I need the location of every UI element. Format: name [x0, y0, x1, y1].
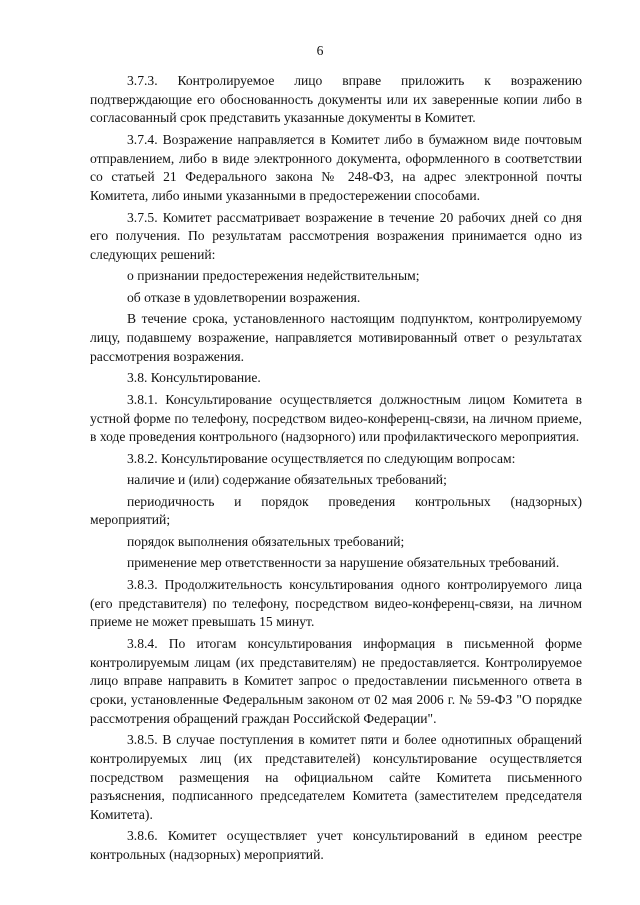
list-item-periodicity: периодичность и порядок проведения контрольных (надзорных) мероприятий; — [90, 493, 582, 528]
list-item-liability: применение мер ответственности за нарушение обязательных требований. — [127, 555, 560, 571]
section-heading-3-8: 3.8. Консультирование. — [127, 370, 261, 386]
document-body — [90, 72, 582, 868]
paragraph-3-8-1: 3.8.1. Консультирование осуществляется должностным лицом Комитета в устной форме по телефону, посредством видео-конференц-связи, на личном приеме, в ходе проведения контрольного (надзорного) или профилактического мероприятия. — [90, 391, 582, 445]
paragraph-3-8-6: 3.8.6. Комитет осуществляет учет консультирований в едином реестре контрольных (надзорных) мероприятий. — [90, 828, 582, 863]
list-item-decision-invalid: о признании предостережения недействительным; — [127, 268, 420, 284]
paragraph-3-8-3: 3.8.3. Продолжительность консультирования одного контролируемого лица (его представителя) по телефону, посредством видео-конференц-связи, на личном приеме не может превышать 15 минут. — [90, 576, 582, 630]
paragraph-response-deadline: В течение срока, установленного настоящим подпунктом, контролируемому лицу, подавшему возражение, направляется мотивированный ответ о результатах рассмотрения возражения. — [90, 311, 582, 364]
paragraph-3-7-5: 3.7.5. Комитет рассматривает возражение в течение 20 рабочих дней со дня его получения. По результатам рассмотрения возражения принимается одно из следующих решений: — [90, 209, 582, 262]
paragraph-3-8-5: 3.8.5. В случае поступления в комитет пяти и более однотипных обращений контролируемых лиц (их представителей) консультирование осуществляется посредством размещения на официальном сайте Комитета письменного разъяснения, подписанного председателем Комитета (заместителем председателя Комитета). — [90, 732, 582, 822]
paragraph-3-7-3: 3.7.3. Контролируемое лицо вправе приложить к возражению подтверждающие его обоснованность документы или их заверенные копии либо в согласованный срок представить указанные документы в Комитет. — [90, 73, 582, 126]
paragraph-3-8-2: 3.8.2. Консультирование осуществляется по следующим вопросам: — [127, 450, 516, 466]
list-item-requirements-content: наличие и (или) содержание обязательных требований; — [127, 472, 447, 488]
paragraph-3-7-4: 3.7.4. Возражение направляется в Комитет либо в бумажном виде почтовым отправлением, либо в виде электронного документа, оформленного в соответствии со статьей 21 Федерального закона № 248-ФЗ, на адрес электронной почты Комитета, либо иными указанными в предостережении способами. — [90, 131, 582, 204]
page-number: 6 — [316, 43, 324, 58]
paragraph-3-8-4: 3.8.4. По итогам консультирования информация в письменной форме контролируемым лицам (их представителям) не предоставляется. Контролируемое лицо вправе направить в Комитет запрос о предоставлении письменного ответа в сроки, установленные Федеральным законом от 02 мая 2006 г. № 59-ФЗ "О порядке рассмотрения обращений граждан Российской Федерации". — [90, 635, 582, 726]
list-item-decision-refusal: об отказе в удовлетворении возражения. — [127, 289, 361, 305]
list-item-execution-order: порядок выполнения обязательных требований; — [127, 533, 405, 549]
